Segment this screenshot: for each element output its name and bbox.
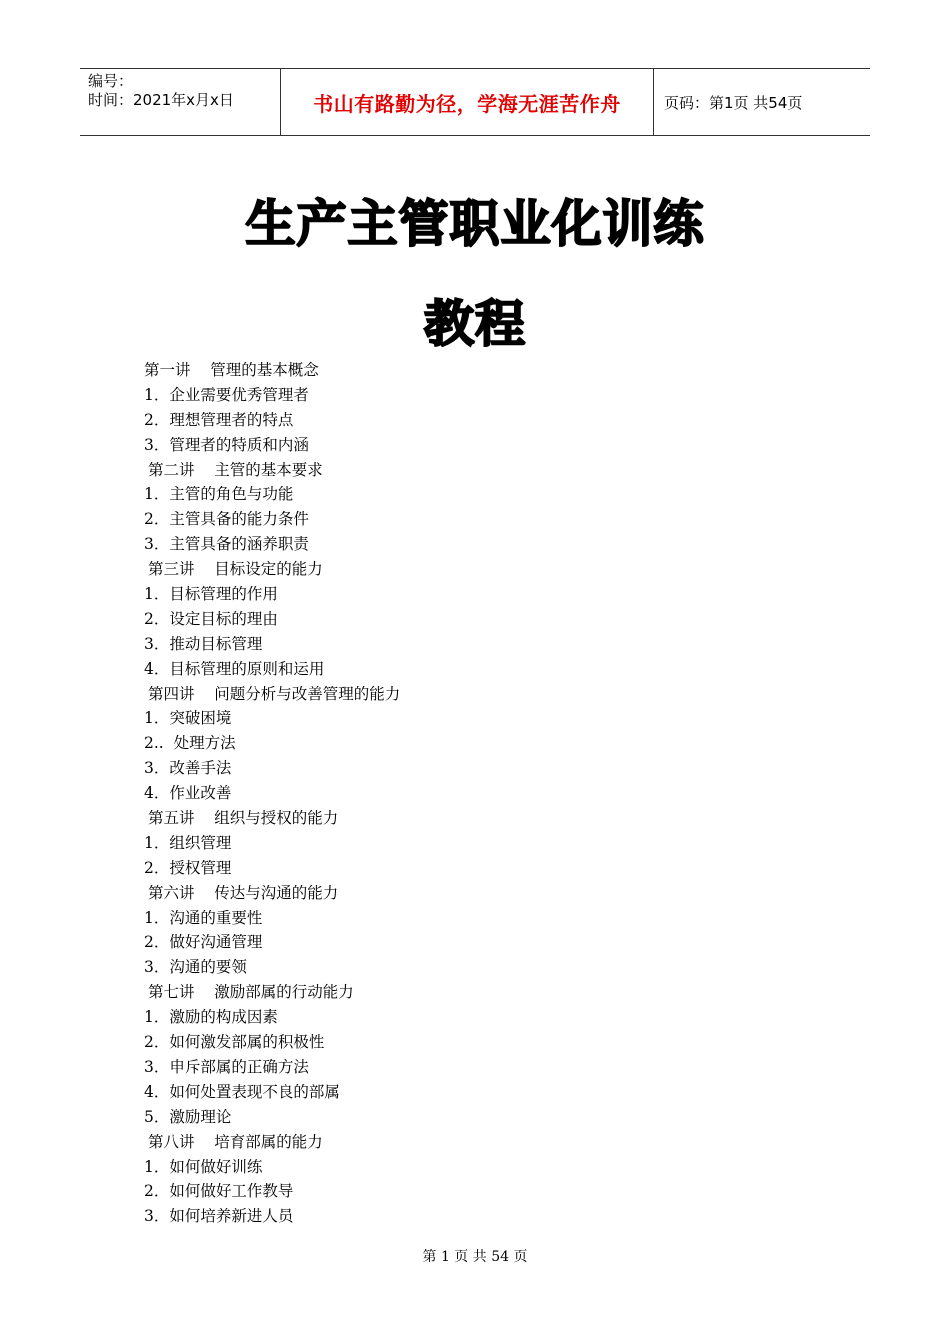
toc-item: 3．如何培养新进人员 [144,1207,294,1226]
toc-item: 4．如何处置表现不良的部属 [144,1082,340,1101]
toc-item: 1．突破困境 [144,709,232,728]
toc-item: 2．授权管理 [144,858,232,877]
toc-item: 1．主管的角色与功能 [144,485,294,504]
header-motto: 书山有路勤为径，学海无涯苦作舟 [281,69,654,135]
toc-item: 1．企业需要优秀管理者 [144,385,309,404]
header-meta [80,69,281,135]
toc-item: 2.. 处理方法 [144,734,236,753]
toc-chapter-heading: 第五讲 组织与授权的能力 [148,809,339,828]
toc-item: 2．主管具备的能力条件 [144,510,309,529]
document-title-line-1: 生产主管职业化训练 [245,195,705,253]
toc-item: 2．做好沟通管理 [144,933,263,952]
document-title-line-2: 教程 [424,295,526,353]
toc-chapter-heading: 第七讲 激励部属的行动能力 [148,983,354,1002]
toc-item: 3．管理者的特质和内涵 [144,435,309,454]
toc-item: 3．沟通的要领 [144,958,247,977]
toc-item: 4．目标管理的原则和运用 [144,659,325,678]
toc-item: 1．沟通的重要性 [144,908,263,927]
toc-item: 2．如何做好工作教导 [144,1182,294,1201]
document-number-label: 编号： [88,72,134,90]
toc-item: 4．作业改善 [144,784,232,803]
toc-item: 3．主管具备的涵养职责 [144,535,309,554]
toc-item: 5．激励理论 [144,1107,232,1126]
document-date: 时间：2021年x月x日 [88,91,234,109]
toc-item: 2．设定目标的理由 [144,609,278,628]
toc-item: 2．理想管理者的特点 [144,410,294,429]
toc-item: 1．组织管理 [144,833,232,852]
toc-chapter-heading: 第一讲 管理的基本概念 [144,361,319,379]
page-header [80,68,870,136]
toc-item: 1．如何做好训练 [144,1157,263,1176]
header-page-info: 页码：第1页 共54页 [664,93,803,112]
toc-item: 3．申斥部属的正确方法 [144,1057,309,1076]
toc-chapter-heading: 第三讲 目标设定的能力 [148,560,323,579]
toc-chapter-heading: 第六讲 传达与沟通的能力 [148,883,339,902]
toc-item: 3．改善手法 [144,759,232,778]
toc-chapter-heading: 第四讲 问题分析与改善管理的能力 [148,684,401,703]
toc-item: 2．如何激发部属的积极性 [144,1033,325,1052]
toc-chapter-heading: 第二讲 主管的基本要求 [148,460,323,479]
toc-item: 3．推动目标管理 [144,634,263,653]
toc-chapter-heading: 第八讲 培育部属的能力 [148,1132,323,1151]
page-footer: 第 1 页 共 54 页 [422,1249,528,1265]
toc-item: 1．激励的构成因素 [144,1008,278,1027]
table-of-contents [144,358,400,1229]
toc-item: 1．目标管理的作用 [144,585,278,604]
